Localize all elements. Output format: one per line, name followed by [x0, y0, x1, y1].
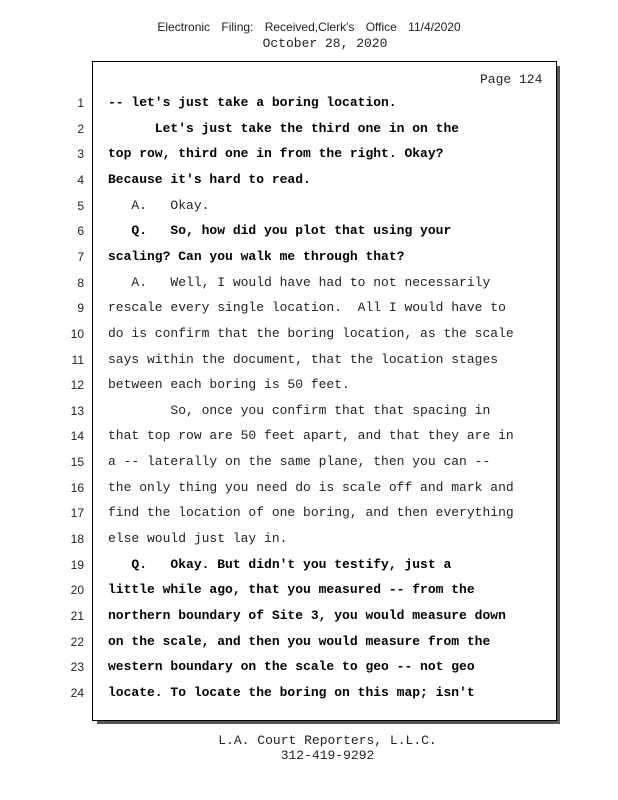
line-number: 21 — [70, 609, 84, 623]
line-number: 20 — [70, 583, 84, 597]
line-number: 1 — [77, 96, 84, 110]
transcript-line: little while ago, that you measured -- from the — [108, 582, 475, 597]
reporter-company: L.A. Court Reporters, L.L.C. — [218, 733, 437, 748]
transcript-line: A. Okay. — [108, 198, 210, 213]
transcript-line: top row, third one in from the right. Okay? — [108, 146, 444, 161]
transcript-line: locate. To locate the boring on this map; isn't — [108, 685, 475, 700]
transcript-line: the only thing you need do is scale off and mark and — [108, 480, 514, 495]
transcript-line: says within the document, that the location stages — [108, 352, 499, 367]
transcript-line: northern boundary of Site 3, you would measure down — [108, 608, 506, 623]
transcript-line: a -- laterally on the same plane, then you can -- — [108, 454, 491, 469]
deposition-date: October 28, 2020 — [262, 36, 388, 51]
line-number: 13 — [70, 404, 84, 418]
reporter-phone: 312-419-9292 — [280, 748, 375, 763]
line-number: 19 — [70, 558, 84, 572]
line-number: 22 — [70, 635, 84, 649]
transcript-line: -- let's just take a boring location. — [108, 95, 397, 110]
transcript-line: between each boring is 50 feet. — [108, 377, 350, 392]
line-number: 10 — [70, 327, 84, 341]
transcript-line: that top row are 50 feet apart, and that they are in — [108, 428, 514, 443]
transcript-line: rescale every single location. All I would have to — [108, 300, 506, 315]
transcript-line: on the scale, and then you would measure from the — [108, 634, 491, 649]
line-number: 6 — [77, 224, 84, 238]
transcript-line: do is confirm that the boring location, as the scale — [108, 326, 514, 341]
line-number: 16 — [70, 481, 84, 495]
line-number: 15 — [70, 455, 84, 469]
line-number: 11 — [71, 353, 84, 367]
transcript-line: western boundary on the scale to geo -- not geo — [108, 659, 475, 674]
transcript-line: Q. Okay. But didn't you testify, just a — [108, 557, 452, 572]
line-number: 5 — [77, 199, 84, 213]
page-number: Page 124 — [480, 72, 543, 87]
line-number: 24 — [70, 686, 84, 700]
line-number: 2 — [77, 122, 84, 136]
line-number: 9 — [77, 301, 84, 315]
transcript-line: So, once you confirm that that spacing in — [108, 403, 491, 418]
transcript-line: scaling? Can you walk me through that? — [108, 249, 405, 264]
line-number: 17 — [70, 506, 84, 520]
line-number: 3 — [77, 147, 84, 161]
line-number: 23 — [70, 660, 84, 674]
transcript-line: Because it's hard to read. — [108, 172, 311, 187]
transcript-line: else would just lay in. — [108, 531, 288, 546]
transcript-line: Let's just take the third one in on the — [108, 121, 460, 136]
line-number: 18 — [70, 532, 84, 546]
line-number: 4 — [77, 173, 84, 187]
transcript-line: Q. So, how did you plot that using your — [108, 223, 452, 238]
line-number: 14 — [70, 429, 84, 443]
transcript-line: find the location of one boring, and then everything — [108, 505, 514, 520]
line-number: 7 — [77, 250, 84, 264]
filing-stamp: Electronic Filing: Received,Clerk's Office 11/4/2020 — [157, 20, 461, 34]
line-number: 8 — [77, 276, 84, 290]
line-number: 12 — [70, 378, 84, 392]
transcript-line: A. Well, I would have had to not necessarily — [108, 275, 491, 290]
